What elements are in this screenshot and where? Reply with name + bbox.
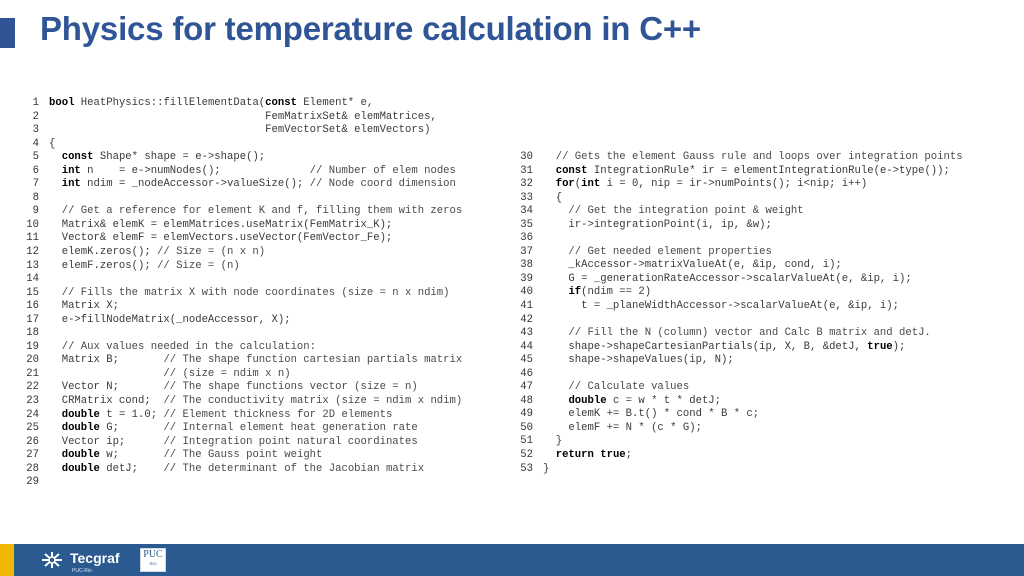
code-text (533, 422, 702, 434)
code-text (39, 476, 49, 488)
code-text (533, 232, 543, 244)
code-text (39, 165, 456, 177)
code-line (22, 219, 462, 233)
code-token (543, 449, 556, 461)
line-number: 52 (520, 449, 533, 462)
line-number: 13 (26, 259, 39, 272)
code-token: detJ; (99, 462, 164, 475)
code-token: shape->shapeCartesianPartials(ip, X, B, &detJ, (543, 340, 868, 353)
code-comment: // The shape functions vector (size = n) (163, 381, 418, 394)
code-line (511, 232, 963, 246)
code-token: { (543, 191, 563, 204)
code-text (39, 151, 265, 163)
code-keyword: const (61, 151, 94, 164)
code-line (511, 219, 963, 233)
code-text (39, 436, 418, 448)
code-text (533, 219, 772, 231)
code-line (22, 395, 462, 409)
code-comment: // The conductivity matrix (size = ndim x ndim) (163, 395, 463, 408)
line-number: 43 (520, 327, 533, 340)
code-token: ; (625, 449, 633, 462)
code-line (22, 205, 462, 219)
code-line (22, 246, 462, 260)
code-line (511, 192, 963, 206)
code-text (39, 287, 450, 299)
code-line (511, 151, 963, 165)
line-number: 32 (520, 178, 533, 191)
code-line (511, 354, 963, 368)
line-number: 9 (32, 205, 39, 218)
code-token (49, 178, 62, 190)
line-number: 28 (26, 462, 39, 475)
code-token (49, 449, 62, 461)
code-keyword: true (867, 340, 893, 353)
code-text (533, 341, 905, 353)
line-number: 1 (32, 97, 39, 109)
code-keyword: double (568, 394, 607, 407)
code-text (533, 178, 867, 190)
code-comment: // (size = ndim x n) (49, 367, 291, 380)
line-number: 20 (26, 354, 39, 367)
code-text (533, 327, 931, 339)
code-token: FemVectorSet& elemVectors) (49, 124, 431, 137)
line-number: 7 (32, 178, 39, 191)
line-number: 40 (520, 286, 533, 299)
code-keyword: int (581, 178, 601, 191)
tecgraf-logo (40, 549, 120, 574)
code-text (39, 273, 49, 285)
code-text (39, 381, 418, 393)
code-line (511, 273, 963, 287)
footer-accent-bar (0, 544, 14, 576)
code-text (39, 192, 49, 204)
code-line (22, 327, 462, 341)
code-line (22, 111, 462, 125)
code-token: Element* e, (296, 97, 374, 109)
line-number: 23 (26, 395, 39, 408)
code-text (39, 300, 119, 312)
code-keyword: double (61, 408, 100, 421)
line-number: 27 (26, 449, 39, 462)
code-keyword: bool (49, 97, 75, 109)
code-token: ( (574, 178, 582, 191)
code-comment: // The shape function cartesian partials matrix (163, 354, 463, 367)
code-line (22, 436, 462, 450)
code-text (533, 151, 963, 163)
code-line (511, 449, 963, 463)
line-number: 29 (26, 476, 39, 489)
code-line (22, 192, 462, 206)
code-text (533, 354, 734, 366)
code-token: Matrix B; (49, 354, 164, 367)
code-token (49, 409, 62, 421)
code-token: elemF += N * (c * G); (543, 421, 702, 434)
code-text (39, 232, 392, 244)
code-token: elemK.zeros(); (49, 246, 158, 259)
code-text (39, 395, 462, 407)
code-token: Matrix X; (49, 300, 119, 313)
code-text (533, 435, 562, 447)
code-text (533, 314, 543, 326)
code-text (39, 368, 291, 380)
line-number: 8 (32, 191, 39, 204)
tecgraf-logo-text: Tecgraf (70, 550, 120, 566)
code-token: FemMatrixSet& elemMatrices, (49, 110, 437, 123)
line-number: 35 (520, 218, 533, 231)
code-text (533, 273, 912, 285)
line-number: 14 (26, 273, 39, 286)
code-token: shape->shapeValues(ip, N); (543, 354, 734, 367)
code-comment: // Get needed element properties (543, 245, 772, 258)
line-number: 50 (520, 421, 533, 434)
code-text (533, 246, 772, 258)
code-text (39, 422, 418, 434)
code-line (511, 341, 963, 355)
code-token: ndim = _nodeAccessor->valueSize(); (80, 178, 310, 191)
code-token: G; (99, 422, 164, 435)
code-text (39, 205, 462, 217)
code-token (49, 463, 62, 475)
code-comment: // The Gauss point weight (163, 449, 323, 462)
code-keyword: double (61, 449, 100, 462)
code-line (22, 260, 462, 274)
code-listing-left (22, 97, 462, 490)
line-number: 17 (26, 313, 39, 326)
line-number: 18 (26, 327, 39, 340)
code-text (533, 192, 562, 204)
line-number: 46 (520, 367, 533, 380)
line-number: 30 (520, 151, 533, 163)
line-number: 11 (26, 232, 39, 245)
code-token: elemK += B.t() * cond * B * c; (543, 408, 760, 421)
code-line (22, 273, 462, 287)
code-line (511, 408, 963, 422)
line-number: 12 (26, 246, 39, 259)
code-comment: // Fills the matrix X with node coordinates (size = n x ndim) (49, 286, 450, 299)
code-comment: // The determinant of the Jacobian matrix (163, 462, 425, 475)
code-keyword: true (600, 449, 626, 462)
line-number: 34 (520, 205, 533, 218)
code-line (511, 327, 963, 341)
code-token (543, 165, 556, 177)
code-token (543, 178, 556, 190)
code-line (511, 165, 963, 179)
code-keyword: for (555, 178, 575, 191)
puc-logo-subtext: RIO (149, 561, 157, 566)
code-line (22, 178, 462, 192)
code-listing-right (511, 151, 963, 476)
code-keyword: if (568, 286, 582, 299)
line-number: 24 (26, 408, 39, 421)
code-comment: // Get the integration point & weight (543, 205, 804, 218)
code-comment: // Get a reference for element K and f, filling them with zeros (49, 205, 463, 218)
code-comment: // Aux values needed in the calculation: (49, 340, 317, 353)
code-line (511, 259, 963, 273)
line-number: 10 (26, 218, 39, 231)
code-token: ir->integrationPoint(i, ip, &w); (543, 218, 772, 231)
code-line (22, 476, 462, 490)
code-line (22, 314, 462, 328)
tecgraf-logo-icon (40, 550, 64, 570)
code-line (511, 205, 963, 219)
line-number: 44 (520, 340, 533, 353)
line-number: 41 (520, 300, 533, 313)
code-text (39, 314, 291, 326)
code-token: _kAccessor->matrixValueAt(e, &ip, cond, i); (543, 259, 842, 272)
line-number: 31 (520, 164, 533, 177)
line-number: 48 (520, 394, 533, 407)
code-token (49, 165, 62, 177)
code-line (511, 178, 963, 192)
code-token: n = e->numNodes(); (80, 164, 221, 177)
code-text (39, 111, 437, 123)
code-text (39, 138, 55, 150)
code-token: (ndim == 2) (581, 286, 652, 299)
code-token (49, 151, 62, 163)
code-token: Shape* shape = e->shape(); (93, 151, 266, 164)
line-number: 3 (32, 124, 39, 137)
code-text (39, 260, 240, 272)
line-number: 42 (520, 313, 533, 326)
code-text (39, 409, 392, 421)
line-number: 25 (26, 422, 39, 435)
code-line (22, 341, 462, 355)
code-text (533, 300, 899, 312)
line-number: 38 (520, 259, 533, 272)
code-line (22, 463, 462, 477)
slide-title: Physics for temperature calculation in C++ (40, 10, 701, 47)
code-token (543, 286, 568, 298)
code-token: G = _generationRateAccessor->scalarValueAt(e, &ip, i); (543, 272, 912, 285)
code-comment: // Fill the N (column) vector and Calc B matrix and detJ. (543, 327, 931, 340)
code-line (511, 314, 963, 328)
code-text (39, 219, 392, 231)
code-token (49, 422, 62, 434)
code-token: Matrix& elemK = elemMatrices.useMatrix(FemMatrix_K); (49, 218, 393, 231)
code-token: c = w * t * detJ; (606, 394, 722, 407)
code-text (533, 205, 804, 217)
code-token: w; (99, 449, 164, 462)
code-comment: // Calculate values (543, 381, 690, 394)
line-number: 37 (520, 245, 533, 258)
code-text (533, 286, 651, 298)
code-token: ); (892, 340, 906, 353)
code-text (533, 463, 549, 475)
code-text (39, 178, 456, 190)
code-line (511, 368, 963, 382)
code-text (39, 354, 462, 366)
code-token: HeatPhysics::fillElementData( (74, 97, 266, 109)
line-number: 33 (520, 191, 533, 204)
code-line (22, 151, 462, 165)
code-keyword: return (555, 449, 594, 462)
code-keyword: int (61, 178, 81, 191)
code-text (533, 408, 759, 420)
code-line (22, 165, 462, 179)
code-line (22, 381, 462, 395)
line-number: 2 (32, 110, 39, 123)
code-token: t = _planeWidthAccessor->scalarValueAt(e, &ip, i); (543, 300, 900, 313)
code-keyword: int (61, 164, 81, 177)
code-line (22, 97, 462, 111)
puc-logo (140, 548, 166, 572)
code-text (533, 449, 632, 461)
code-line (22, 138, 462, 152)
code-comment: // Number of elem nodes (220, 164, 456, 177)
code-text (39, 246, 265, 258)
line-number: 49 (520, 408, 533, 421)
line-number: 4 (32, 137, 39, 150)
code-line (511, 381, 963, 395)
code-line (22, 124, 462, 138)
code-text (533, 381, 689, 393)
line-number: 45 (520, 354, 533, 367)
code-keyword: const (265, 97, 297, 109)
puc-logo-text: PUC (143, 549, 163, 560)
code-text (533, 368, 543, 380)
code-line (511, 286, 963, 300)
code-comment: // Gets the element Gauss rule and loops over integration points (543, 151, 963, 163)
code-comment: // Node coord dimension (309, 178, 456, 191)
code-text (39, 341, 316, 353)
code-comment: // Size = (n x n) (157, 246, 266, 259)
line-number: 16 (26, 300, 39, 313)
code-comment: // Element thickness for 2D elements (163, 408, 393, 421)
code-token: } (543, 435, 563, 448)
code-token: CRMatrix cond; (49, 395, 164, 408)
code-line (22, 232, 462, 246)
code-line (22, 300, 462, 314)
code-token: Vector& elemF = elemVectors.useVector(FemVector_Fe); (49, 232, 393, 245)
code-line (511, 463, 963, 477)
line-number: 15 (26, 286, 39, 299)
line-number: 51 (520, 435, 533, 448)
code-text (39, 327, 49, 339)
tecgraf-logo-subtext: PUC-Rio (72, 568, 92, 574)
code-keyword: double (61, 462, 100, 475)
code-token (543, 395, 568, 407)
code-line (22, 287, 462, 301)
code-line (511, 246, 963, 260)
footer-bar (0, 544, 1024, 576)
code-line (22, 449, 462, 463)
code-line (22, 422, 462, 436)
code-token: IntegrationRule* ir = elementIntegrationRule(e->type()); (587, 164, 950, 177)
code-line (511, 435, 963, 449)
code-text (39, 97, 373, 109)
line-number: 26 (26, 435, 39, 448)
code-keyword: const (555, 164, 588, 177)
line-number: 39 (520, 272, 533, 285)
code-comment: // Size = (n) (157, 259, 240, 272)
code-text (39, 124, 430, 136)
line-number: 22 (26, 381, 39, 394)
line-number: 47 (520, 381, 533, 394)
line-number: 21 (26, 367, 39, 380)
code-token: i = 0, nip = ir->numPoints(); i<nip; i++) (600, 178, 868, 191)
code-line (22, 354, 462, 368)
code-line (22, 409, 462, 423)
line-number: 36 (520, 232, 533, 245)
code-line (22, 368, 462, 382)
line-number: 19 (26, 340, 39, 353)
code-comment: // Internal element heat generation rate (163, 422, 418, 435)
code-line (511, 422, 963, 436)
code-text (39, 463, 424, 475)
line-number: 5 (32, 151, 39, 164)
code-comment: // Integration point natural coordinates (163, 435, 418, 448)
code-token: elemF.zeros(); (49, 259, 158, 272)
code-text (39, 449, 322, 461)
code-token: } (543, 462, 550, 475)
title-accent-bar (0, 18, 15, 48)
code-token: t = 1.0; (99, 408, 164, 421)
code-line (511, 300, 963, 314)
code-text (533, 395, 721, 407)
code-token: { (49, 137, 56, 150)
code-token: Vector N; (49, 381, 164, 394)
code-keyword: double (61, 422, 100, 435)
line-number: 6 (32, 164, 39, 177)
code-text (533, 165, 950, 177)
code-text (533, 259, 842, 271)
code-token: Vector ip; (49, 435, 164, 448)
code-line (511, 395, 963, 409)
code-token: e->fillNodeMatrix(_nodeAccessor, X); (49, 313, 291, 326)
line-number: 53 (520, 462, 533, 475)
